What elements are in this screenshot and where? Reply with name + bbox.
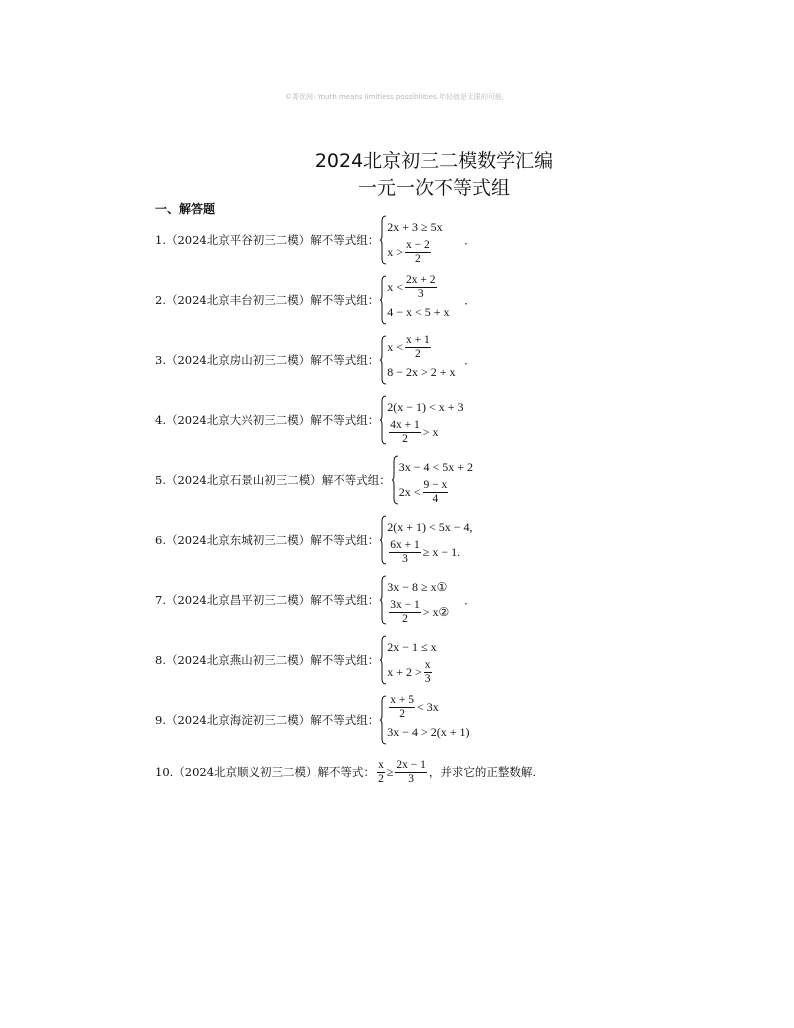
problem-text: 7.（2024北京昌平初三二模）解不等式组：: [155, 593, 380, 607]
problem-text: 8.（2024北京燕山初三二模）解不等式组：: [155, 653, 380, 667]
fraction: $\frac{x + 5}{2}$: [390, 694, 414, 720]
problem-1: 1.（2024北京平谷初三二模）解不等式组： 2x + 3 ≥ 5x x > $\frac{x - 2}{2}$ ．: [155, 215, 476, 265]
fraction: $\frac{2x - 1}{3}$: [396, 758, 426, 785]
inequality-system: [380, 335, 460, 385]
inequality-2: x > $\frac{x - 2}{2}$: [387, 239, 430, 265]
inequality-2: x + 2 > $\frac{x}{3}$: [387, 659, 431, 685]
problem-text: 3.（2024北京房山初三二模）解不等式组：: [155, 353, 380, 367]
problem-text: 1.（2024北京平谷初三二模）解不等式组：: [155, 233, 380, 247]
brace-icon: [380, 335, 387, 385]
brace-icon: [380, 395, 387, 445]
inequality-2: 8 − 2x > 2 + x: [387, 365, 456, 379]
problem-8: [155, 635, 464, 685]
inequality-system: [380, 694, 470, 745]
problem-7: 7.（2024北京昌平初三二模）解不等式组： 3x − 8 ≥ x① $\frac{3x - 1}{2}$ > x② ．: [155, 575, 476, 625]
problem-text: 4.（2024北京大兴初三二模）解不等式组：: [155, 413, 380, 427]
inequality-system: [380, 215, 460, 265]
inequality: $\frac{x}{2}$ ≥ $\frac{2x - 1}{3}$: [378, 758, 426, 785]
inequality-1: x < $\frac{2x + 2}{3}$: [387, 274, 436, 300]
problem-text: 2.（2024北京丰台初三二模）解不等式组：: [155, 293, 380, 307]
brace-icon: [380, 575, 387, 625]
inequality-2: 4 − x < 5 + x: [387, 305, 450, 319]
brace-icon: [380, 275, 387, 325]
fraction: $\frac{2x + 2}{3}$: [406, 274, 436, 300]
inequality-1: 2(x − 1) < x + 3: [387, 400, 464, 414]
inequality-1: $\frac{x + 5}{2}$ < 3x: [390, 694, 439, 720]
brace-icon: [380, 695, 387, 745]
inequality-1: 3x − 4 < 5x + 2: [398, 460, 474, 474]
fraction: $\frac{6x + 1}{3}$: [390, 539, 420, 565]
problem-text: 10.（2024北京顺义初三二模）解不等式：: [155, 765, 376, 779]
problem-text: 5.（2024北京石景山初三二模）解不等式组：: [155, 473, 391, 487]
inequality-system: [380, 635, 460, 685]
fraction: $\frac{x - 2}{2}$: [406, 239, 430, 265]
section-heading: 一、解答题: [155, 202, 216, 216]
inequality-system: [392, 455, 472, 505]
fraction: $\frac{x + 1}{2}$: [406, 334, 430, 360]
page-subtitle: 一元一次不等式组: [357, 177, 510, 199]
inequality-1: 2x + 3 ≥ 5x: [387, 220, 443, 234]
problem-4: [155, 395, 464, 445]
problem-5: [155, 455, 476, 505]
problem-text: 9.（2024北京海淀初三二模）解不等式组：: [155, 713, 380, 727]
inequality-2: $\frac{6x + 1}{3}$ ≥ x − 1.: [390, 539, 461, 565]
inequality-2: $\frac{3x - 1}{2}$ > x②: [390, 599, 450, 625]
watermark: ©菁优网: Youth means limitless possibilities.年轻就是无限的可能。: [284, 93, 510, 101]
fraction: $\frac{x}{3}$: [424, 659, 431, 685]
inequality-1: 2x − 1 ≤ x: [387, 640, 437, 654]
inequality-1: 2(x + 1) < 5x − 4,: [387, 520, 473, 534]
inequality-system: [380, 275, 460, 325]
inequality-2: 3x − 4 > 2(x + 1): [387, 725, 470, 739]
inequality-system: [380, 515, 473, 565]
inequality-1: 3x − 8 ≥ x①: [387, 580, 448, 594]
fraction: $\frac{x}{2}$: [378, 758, 384, 785]
brace-icon: [380, 635, 387, 685]
inequality-system: [380, 575, 460, 625]
inequality-2: 2x < $\frac{9 - x}{4}$: [398, 479, 448, 505]
fraction: $\frac{4x + 1}{2}$: [390, 419, 420, 445]
problem-9: [155, 694, 470, 745]
problem-3: 3.（2024北京房山初三二模）解不等式组： x < $\frac{x + 1}{2}$ 8 − 2x > 2 + x ．: [155, 335, 476, 385]
brace-icon: [380, 515, 387, 565]
brace-icon: [392, 455, 399, 505]
problem-text: 6.（2024北京东城初三二模）解不等式组：: [155, 533, 380, 547]
problem-6: [155, 515, 473, 565]
problem-10: 10.（2024北京顺义初三二模）解不等式： $\frac{x}{2}$ ≥ $\frac{2x - 1}{3}$ ，并求它的正整数解.: [155, 758, 537, 785]
fraction: $\frac{9 - x}{4}$: [423, 479, 448, 505]
inequality-1: x < $\frac{x + 1}{2}$: [387, 334, 430, 360]
brace-icon: [380, 215, 387, 265]
page-title: 2024北京初三二模数学汇编: [314, 150, 554, 172]
fraction: $\frac{3x - 1}{2}$: [390, 599, 420, 625]
inequality-system: [380, 395, 464, 445]
problem-2: 2.（2024北京丰台初三二模）解不等式组： x < $\frac{2x + 2}{3}$ 4 − x < 5 + x ．: [155, 275, 476, 325]
inequality-2: $\frac{4x + 1}{2}$ > x: [390, 419, 439, 445]
